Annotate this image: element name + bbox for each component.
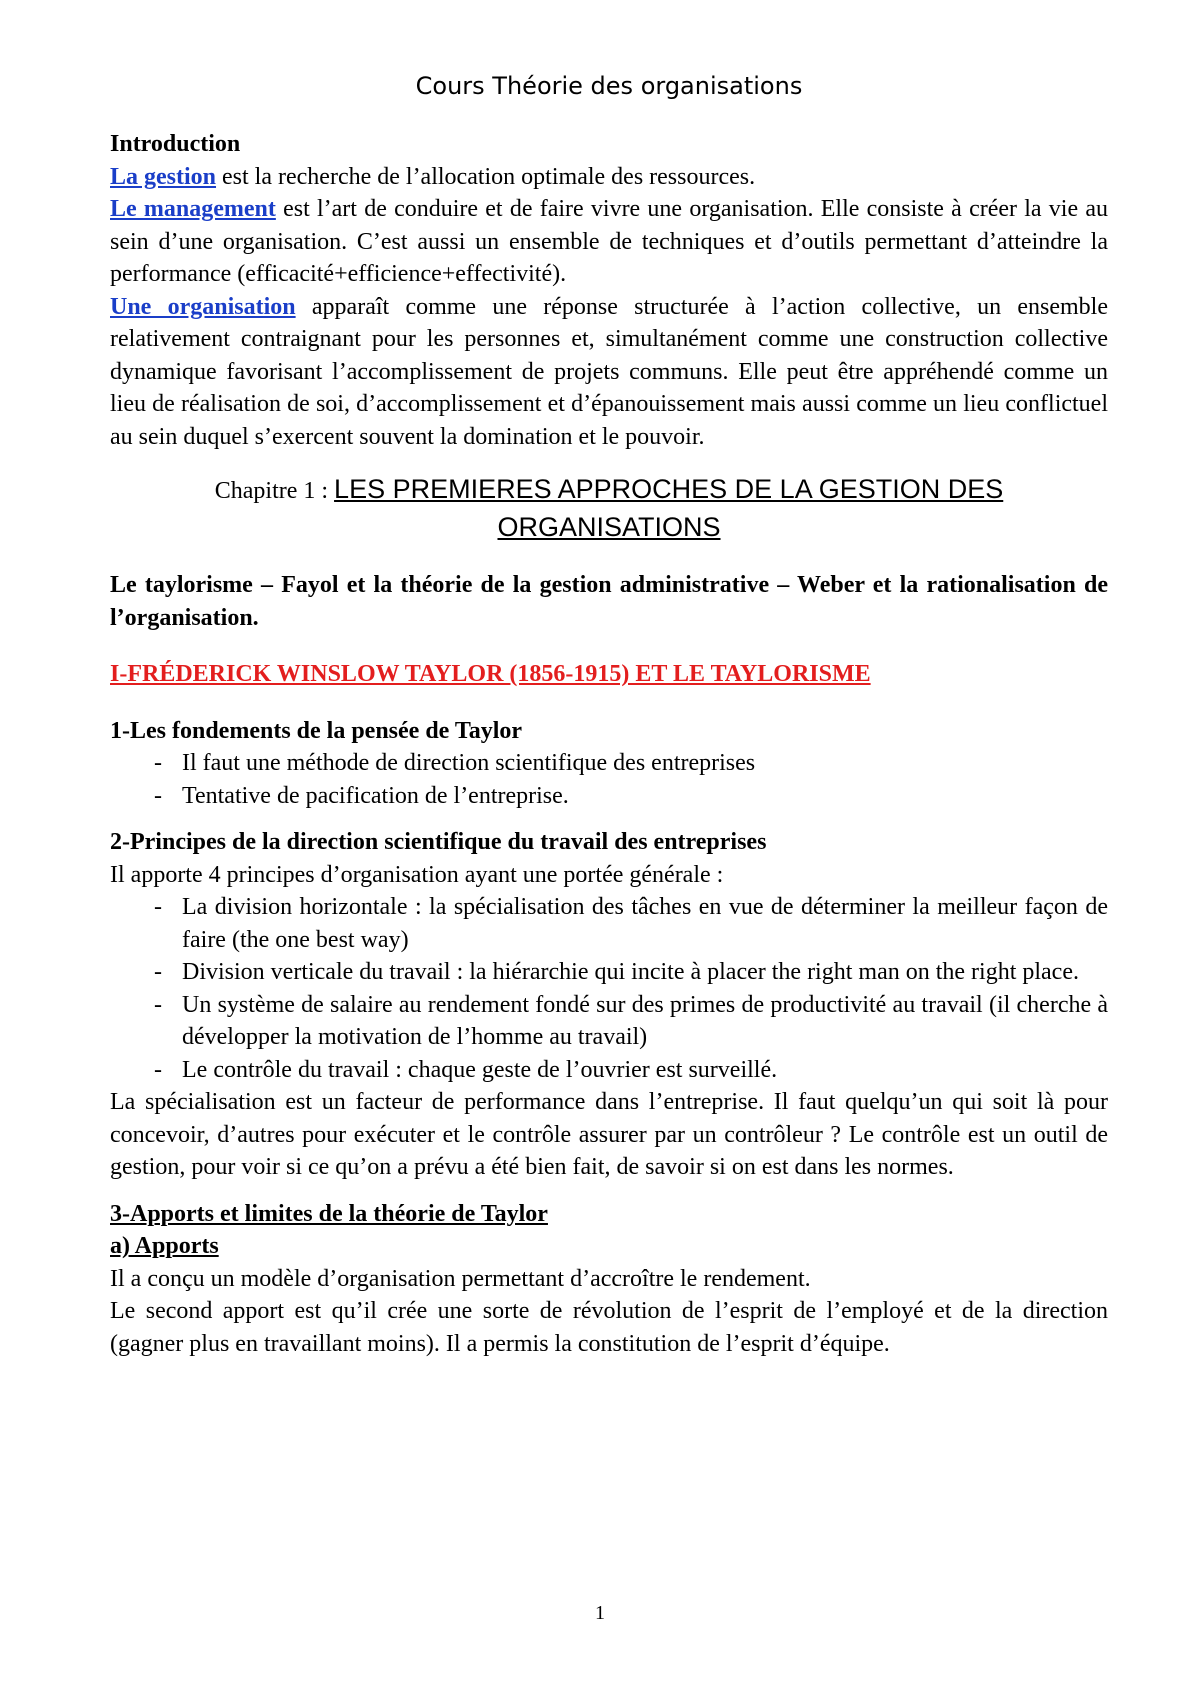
subsection-heading: 3-Apports et limites de la théorie de Taylor xyxy=(110,1200,548,1227)
term-organisation: Une organisation xyxy=(110,293,296,320)
paragraph: La spécialisation est un facteur de performance dans l’entreprise. Il faut quelqu’un qui soit là pour concevoir, d’autres pour exécuter et le contrôle assurer par un contrôleur ? Le contrôle est un outil de gestion, pour voir si ce qu’on a prévu a été bien fait, de savoir si on est dans les normes. xyxy=(110,1089,1108,1180)
chapter-title: LES PREMIERES APPROCHES DE LA GESTION DES ORGANISATIONS xyxy=(334,474,1004,542)
intro-management-paragraph xyxy=(110,193,1108,291)
organisation-definition: apparaît comme une réponse structurée à l’action collective, un ensemble relativement contraignant pour les personnes et, simultanément comme une construction collective dynamique favorisant l’accomplissement de projets communs. Elle peut être appréhendé comme un lieu de réalisation de soi, d’accomplissement et d’épanouissement mais aussi comme un lieu conflictuel au sein duquel s’exercent souvent la domination et le pouvoir. xyxy=(110,293,1108,450)
gestion-definition: est la recherche de l’allocation optimale des ressources. xyxy=(216,163,756,190)
subsection-heading: 2-Principes de la direction scientifique du travail des entreprises xyxy=(110,829,767,855)
intro-organisation-paragraph xyxy=(110,291,1108,454)
term-management: Le management xyxy=(110,196,276,222)
apports-heading: a) Apports xyxy=(110,1233,219,1259)
page-number: 1 xyxy=(595,1602,605,1624)
paragraph: Il a conçu un modèle d’organisation permettant d’accroître le rendement. xyxy=(110,1265,811,1292)
bullet-list xyxy=(110,747,1108,812)
section-title: I-FRÉDERICK WINSLOW TAYLOR (1856-1915) ET LE TAYLORISME xyxy=(110,661,871,687)
chapter-heading xyxy=(110,471,1108,547)
list-item: - Division verticale du travail : la hiérarchie qui incite à placer the right man on the right place. xyxy=(110,956,1108,989)
list-item: - Un système de salaire au rendement fondé sur des primes de productivité au travail (il cherche à développer la motivation de l’homme au travail) xyxy=(110,989,1108,1054)
document-title: Cours Théorie des organisations xyxy=(415,72,803,100)
list-item: - La division horizontale : la spécialisation des tâches en vue de déterminer la meilleur façon de faire (the one best way) xyxy=(110,891,1108,956)
chapter-label: Chapitre 1 : xyxy=(214,478,335,504)
chapter-subtitle: Le taylorisme – Fayol et la théorie de la gestion administrative – Weber et la rationalisation de l’organisation. xyxy=(110,572,1108,631)
list-item: - Le contrôle du travail : chaque geste de l’ouvrier est surveillé. xyxy=(110,1054,1108,1087)
subsection-heading: 1-Les fondements de la pensée de Taylor xyxy=(110,717,523,744)
list-item: - Tentative de pacification de l’entreprise. xyxy=(110,780,1108,813)
paragraph: Le second apport est qu’il crée une sorte de révolution de l’esprit de l’employé et de la direction (gagner plus en travaillant moins). Il a permis la constitution de l’esprit d’équipe. xyxy=(110,1298,1108,1357)
management-definition: est l’art de conduire et de faire vivre une organisation. Elle consiste à créer la vie au sein d’une organisation. C’est aussi un ensemble de techniques et d’outils permettant d’atteindre la performance (efficacité+efficience+effectivité). xyxy=(110,196,1108,287)
document-page xyxy=(110,70,1108,1360)
intro-gestion-paragraph xyxy=(110,161,1108,194)
term-gestion: La gestion xyxy=(110,163,217,190)
list-item: - Il faut une méthode de direction scientifique des entreprises xyxy=(110,747,1108,780)
intro-heading: Introduction xyxy=(110,131,241,157)
paragraph: Il apporte 4 principes d’organisation ayant une portée générale : xyxy=(110,861,724,888)
bullet-list xyxy=(110,891,1108,1086)
